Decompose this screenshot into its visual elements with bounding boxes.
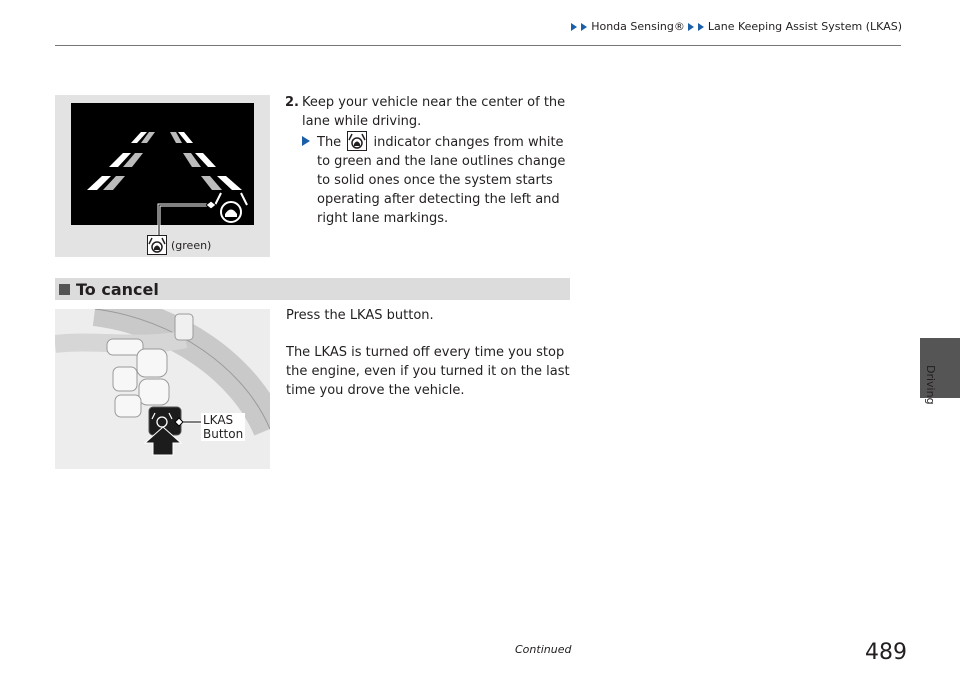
- lkas-button-label: LKAS Button: [203, 413, 244, 441]
- arrow-icon: [581, 23, 587, 31]
- step-text-line1: Keep your vehicle near the center of the: [302, 95, 566, 110]
- arrow-icon: [302, 136, 310, 146]
- breadcrumb-item-honda-sensing: Honda Sensing®: [591, 20, 685, 33]
- step-text-line2: lane while driving.: [302, 114, 422, 129]
- section-header: [55, 278, 570, 300]
- continued-label: Continued: [515, 643, 572, 656]
- breadcrumb-item-lkas: Lane Keeping Assist System (LKAS): [707, 20, 902, 33]
- chapter-label: Driving: [924, 365, 937, 405]
- section-title: To cancel: [76, 279, 159, 299]
- step-2-result: The indicator changes from white to green and the lane outlines change to solid ones once the system starts operating after detecting the left and right lane markings.: [302, 131, 572, 228]
- paragraph-lkas-off-note: The LKAS is turned off every time you stop the engine, even if you turned it on the last time you drove the vehicle.: [286, 345, 570, 398]
- breadcrumb: [571, 20, 902, 33]
- step-number: 2.: [285, 95, 299, 110]
- lkas-indicator-icon: [147, 235, 167, 255]
- leader-line: [55, 95, 270, 257]
- page-number: 489: [865, 640, 907, 665]
- arrow-icon: [571, 23, 577, 31]
- paragraph-press-button: Press the LKAS button.: [286, 308, 434, 323]
- section-marker-icon: [59, 284, 70, 295]
- steering-wheel-illustration: [55, 309, 270, 469]
- steering-wheel-figure: [55, 309, 270, 469]
- step-2: [285, 93, 570, 131]
- lane-display-figure: [55, 95, 270, 257]
- arrow-icon: [698, 23, 704, 31]
- lkas-indicator-icon: [347, 131, 367, 151]
- figure-caption: (green): [147, 235, 211, 255]
- header-divider: [55, 45, 901, 46]
- arrow-icon: [688, 23, 694, 31]
